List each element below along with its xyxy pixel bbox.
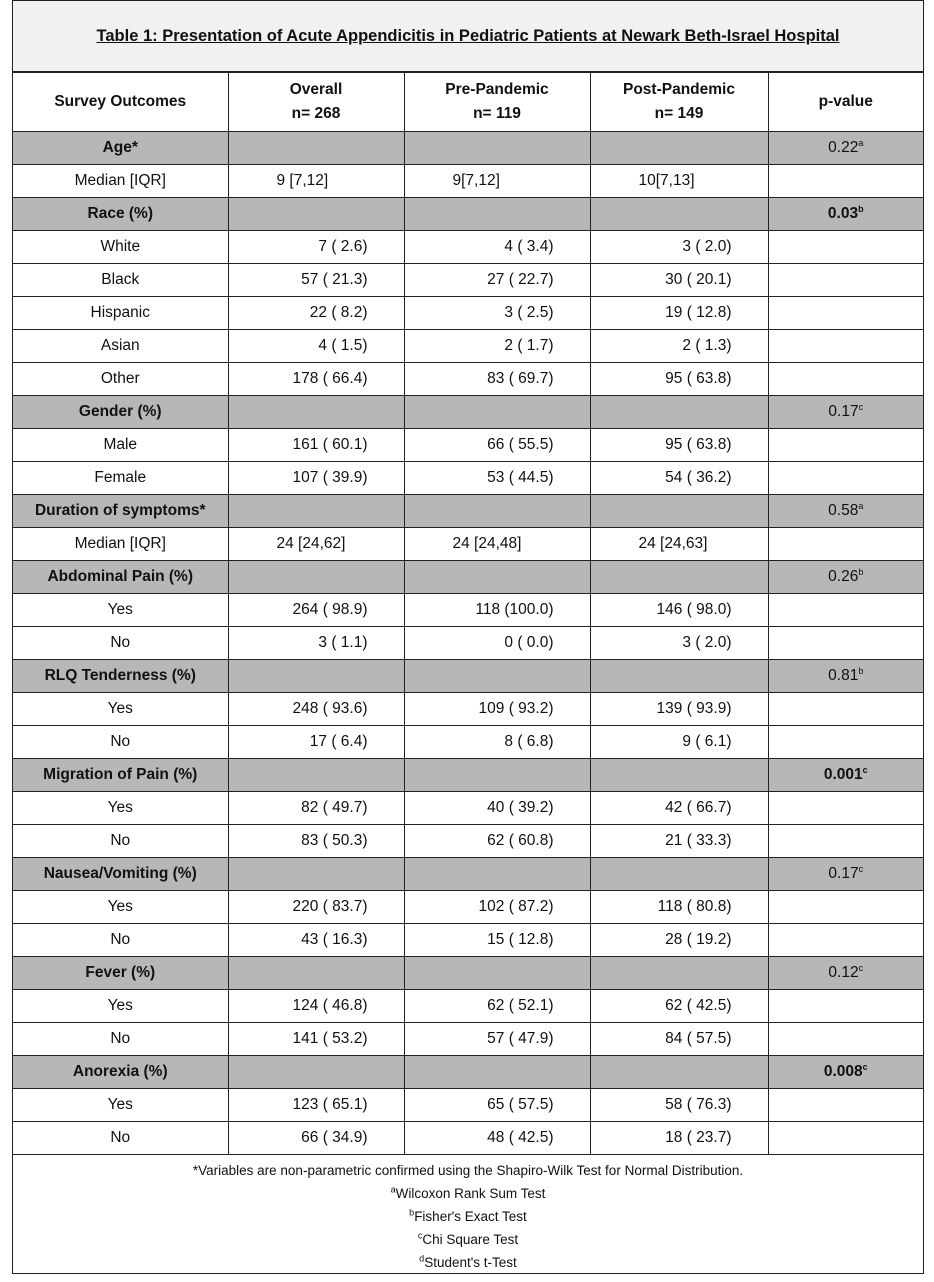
section-row (13, 957, 923, 990)
empty-cell (768, 1122, 923, 1155)
cell-pre: 57 ( 47.9) (404, 1023, 590, 1056)
footnote-mark: c (417, 1230, 423, 1241)
cell-post: 2 ( 1.3) (590, 330, 768, 363)
header-post (590, 73, 768, 132)
empty-cell (228, 198, 404, 231)
header-pre-n: n= 119 (473, 105, 521, 122)
footnote-text: Wilcoxon Rank Sum Test (395, 1186, 546, 1201)
cell-post: 62 ( 42.5) (590, 990, 768, 1023)
empty-cell (590, 132, 768, 165)
row-label: Other (13, 363, 228, 396)
empty-cell (590, 957, 768, 990)
table-row (13, 825, 923, 858)
row-label: No (13, 924, 228, 957)
section-label-text: Abdominal Pain (%) (47, 568, 194, 585)
empty-cell (228, 1056, 404, 1089)
row-label: Male (13, 429, 228, 462)
cell-overall: 123 ( 65.1) (228, 1089, 404, 1122)
footnote-mark: d (419, 1253, 425, 1264)
empty-cell (404, 132, 590, 165)
section-label-text: Duration of symptoms* (34, 502, 206, 519)
cell-post: 3 ( 2.0) (590, 231, 768, 264)
empty-cell (768, 990, 923, 1023)
section-label-text: Nausea/Vomiting (%) (43, 865, 197, 882)
cell-pre: 62 ( 60.8) (404, 825, 590, 858)
p-value-text: 0.03 (827, 205, 859, 222)
p-value (768, 759, 923, 792)
row-label: Yes (13, 1089, 228, 1122)
section-label (13, 759, 228, 792)
table-row (13, 165, 923, 198)
cell-pre: 62 ( 52.1) (404, 990, 590, 1023)
cell-overall: 264 ( 98.9) (228, 594, 404, 627)
table-row (13, 594, 923, 627)
empty-cell (590, 759, 768, 792)
cell-overall: 3 ( 1.1) (228, 627, 404, 660)
empty-cell (404, 858, 590, 891)
table-title: Table 1: Presentation of Acute Appendicitis in Pediatric Patients at Newark Beth-Israel Hospital (96, 26, 840, 45)
p-value-footnote-mark: a (858, 137, 864, 148)
row-label: Yes (13, 792, 228, 825)
cell-overall: 220 ( 83.7) (228, 891, 404, 924)
cell-post: 95 ( 63.8) (590, 363, 768, 396)
empty-cell (228, 858, 404, 891)
table-row (13, 231, 923, 264)
footnote (13, 1205, 923, 1228)
row-label: Yes (13, 990, 228, 1023)
cell-overall: 57 ( 21.3) (228, 264, 404, 297)
table-row (13, 891, 923, 924)
table-row (13, 627, 923, 660)
cell-pre: 118 (100.0) (404, 594, 590, 627)
empty-cell (768, 528, 923, 561)
section-row (13, 759, 923, 792)
cell-post: 10[7,13] (590, 165, 768, 198)
empty-cell (768, 924, 923, 957)
empty-cell (590, 660, 768, 693)
row-label: Yes (13, 693, 228, 726)
table-row (13, 924, 923, 957)
cell-post: 84 ( 57.5) (590, 1023, 768, 1056)
cell-overall: 178 ( 66.4) (228, 363, 404, 396)
p-value-footnote-mark: b (858, 665, 864, 676)
cell-pre: 40 ( 39.2) (404, 792, 590, 825)
cell-post: 19 ( 12.8) (590, 297, 768, 330)
section-row (13, 198, 923, 231)
p-value (768, 132, 923, 165)
cell-pre: 83 ( 69.7) (404, 363, 590, 396)
row-label: No (13, 1122, 228, 1155)
table-row (13, 297, 923, 330)
section-row (13, 660, 923, 693)
cell-pre: 66 ( 55.5) (404, 429, 590, 462)
row-label: No (13, 1023, 228, 1056)
cell-overall: 124 ( 46.8) (228, 990, 404, 1023)
p-value-text: 0.58 (828, 502, 859, 519)
table-row (13, 528, 923, 561)
cell-post: 24 [24,63] (590, 528, 768, 561)
cell-post: 3 ( 2.0) (590, 627, 768, 660)
empty-cell (768, 891, 923, 924)
title-box (13, 1, 923, 72)
cell-pre: 2 ( 1.7) (404, 330, 590, 363)
p-value (768, 858, 923, 891)
table-row (13, 693, 923, 726)
table-row (13, 1023, 923, 1056)
header-outcomes: Survey Outcomes (13, 73, 228, 132)
empty-cell (228, 759, 404, 792)
footnote-text: Chi Square Test (422, 1232, 519, 1247)
results-table (13, 72, 923, 1155)
cell-post: 30 ( 20.1) (590, 264, 768, 297)
table-row (13, 462, 923, 495)
cell-post: 54 ( 36.2) (590, 462, 768, 495)
section-label (13, 132, 228, 165)
footnotes (13, 1155, 923, 1274)
cell-overall: 22 ( 8.2) (228, 297, 404, 330)
p-value-footnote-mark: c (858, 863, 864, 874)
empty-cell (404, 1056, 590, 1089)
p-value-text: 0.12 (828, 964, 859, 981)
empty-cell (768, 363, 923, 396)
cell-post: 42 ( 66.7) (590, 792, 768, 825)
footnote (13, 1228, 923, 1251)
p-value (768, 957, 923, 990)
cell-post: 139 ( 93.9) (590, 693, 768, 726)
section-label (13, 1056, 228, 1089)
section-row (13, 396, 923, 429)
cell-overall: 24 [24,62] (228, 528, 404, 561)
cell-post: 21 ( 33.3) (590, 825, 768, 858)
table-row (13, 792, 923, 825)
cell-overall: 43 ( 16.3) (228, 924, 404, 957)
section-label (13, 858, 228, 891)
cell-overall: 141 ( 53.2) (228, 1023, 404, 1056)
cell-post: 146 ( 98.0) (590, 594, 768, 627)
p-value-text: 0.001 (823, 766, 863, 783)
row-label: White (13, 231, 228, 264)
cell-post: 28 ( 19.2) (590, 924, 768, 957)
table-row (13, 429, 923, 462)
empty-cell (768, 429, 923, 462)
table-row (13, 1089, 923, 1122)
empty-cell (404, 495, 590, 528)
empty-cell (228, 495, 404, 528)
cell-post: 9 ( 6.1) (590, 726, 768, 759)
cell-overall: 248 ( 93.6) (228, 693, 404, 726)
header-post-label: Post-Pandemic (623, 81, 735, 98)
cell-pre: 24 [24,48] (404, 528, 590, 561)
cell-pre: 8 ( 6.8) (404, 726, 590, 759)
cell-post: 58 ( 76.3) (590, 1089, 768, 1122)
cell-pre: 53 ( 44.5) (404, 462, 590, 495)
p-value-text: 0.17 (828, 403, 859, 420)
header-overall-n: n= 268 (291, 105, 341, 122)
row-label: Median [IQR] (13, 528, 228, 561)
empty-cell (228, 660, 404, 693)
section-label (13, 198, 228, 231)
cell-overall: 17 ( 6.4) (228, 726, 404, 759)
cell-overall: 66 ( 34.9) (228, 1122, 404, 1155)
cell-pre: 109 ( 93.2) (404, 693, 590, 726)
header-post-n: n= 149 (654, 105, 704, 122)
section-label-text: Migration of Pain (%) (43, 766, 198, 783)
cell-overall: 82 ( 49.7) (228, 792, 404, 825)
p-value-text: 0.26 (828, 568, 859, 585)
cell-overall: 7 ( 2.6) (228, 231, 404, 264)
p-value (768, 495, 923, 528)
cell-pre: 102 ( 87.2) (404, 891, 590, 924)
section-label (13, 957, 228, 990)
cell-pre: 0 ( 0.0) (404, 627, 590, 660)
cell-overall: 9 [7,12] (228, 165, 404, 198)
empty-cell (768, 726, 923, 759)
empty-cell (768, 693, 923, 726)
empty-cell (404, 957, 590, 990)
section-row (13, 858, 923, 891)
table-row (13, 1122, 923, 1155)
section-label (13, 660, 228, 693)
table-row (13, 363, 923, 396)
header-pre-label: Pre-Pandemic (445, 81, 549, 98)
section-row (13, 561, 923, 594)
cell-overall: 161 ( 60.1) (228, 429, 404, 462)
empty-cell (228, 957, 404, 990)
table-row (13, 726, 923, 759)
cell-pre: 65 ( 57.5) (404, 1089, 590, 1122)
table-body (13, 132, 923, 1155)
table-row (13, 330, 923, 363)
cell-overall: 83 ( 50.3) (228, 825, 404, 858)
header-pre (404, 73, 590, 132)
footnote (13, 1182, 923, 1205)
cell-overall: 4 ( 1.5) (228, 330, 404, 363)
empty-cell (768, 264, 923, 297)
empty-cell (404, 759, 590, 792)
p-value-footnote-mark: b (858, 203, 864, 214)
empty-cell (768, 165, 923, 198)
row-label: Black (13, 264, 228, 297)
cell-overall: 107 ( 39.9) (228, 462, 404, 495)
cell-post: 18 ( 23.7) (590, 1122, 768, 1155)
section-label-text: Anorexia (%) (72, 1063, 168, 1080)
p-value-footnote-mark: c (858, 962, 864, 973)
p-value (768, 561, 923, 594)
empty-cell (768, 297, 923, 330)
empty-cell (404, 660, 590, 693)
p-value-footnote-mark: c (862, 1061, 868, 1072)
empty-cell (590, 198, 768, 231)
section-label-text: RLQ Tenderness (%) (44, 667, 196, 684)
cell-pre: 3 ( 2.5) (404, 297, 590, 330)
empty-cell (404, 396, 590, 429)
cell-post: 95 ( 63.8) (590, 429, 768, 462)
header-row (13, 73, 923, 132)
empty-cell (590, 396, 768, 429)
section-label (13, 396, 228, 429)
row-label: No (13, 726, 228, 759)
row-label: No (13, 627, 228, 660)
section-row (13, 1056, 923, 1089)
empty-cell (228, 396, 404, 429)
empty-cell (590, 495, 768, 528)
footnote-mark: a (390, 1184, 396, 1195)
cell-pre: 4 ( 3.4) (404, 231, 590, 264)
footnote-mark: b (409, 1207, 415, 1218)
empty-cell (768, 1023, 923, 1056)
p-value-footnote-mark: c (862, 764, 868, 775)
empty-cell (590, 561, 768, 594)
empty-cell (768, 825, 923, 858)
empty-cell (768, 1089, 923, 1122)
footnote (13, 1159, 923, 1182)
p-value (768, 396, 923, 429)
footnote-text: *Variables are non-parametric confirmed using the Shapiro-Wilk Test for Normal Distribution. (192, 1163, 744, 1178)
footnote-text: Fisher's Exact Test (414, 1209, 527, 1224)
empty-cell (768, 330, 923, 363)
section-label (13, 561, 228, 594)
section-label-text: Age* (102, 139, 138, 156)
empty-cell (404, 198, 590, 231)
row-label: No (13, 825, 228, 858)
header-pvalue: p-value (768, 73, 923, 132)
cell-pre: 27 ( 22.7) (404, 264, 590, 297)
row-label: Yes (13, 891, 228, 924)
p-value-text: 0.22 (828, 139, 859, 156)
section-label-text: Gender (%) (78, 403, 162, 420)
p-value-footnote-mark: a (858, 500, 864, 511)
p-value-text: 0.008 (823, 1063, 863, 1080)
row-label: Hispanic (13, 297, 228, 330)
empty-cell (228, 132, 404, 165)
empty-cell (404, 561, 590, 594)
row-label: Median [IQR] (13, 165, 228, 198)
table-row (13, 264, 923, 297)
p-value (768, 1056, 923, 1089)
p-value (768, 660, 923, 693)
section-row (13, 495, 923, 528)
empty-cell (768, 462, 923, 495)
p-value (768, 198, 923, 231)
section-row (13, 132, 923, 165)
empty-cell (768, 792, 923, 825)
empty-cell (590, 1056, 768, 1089)
empty-cell (768, 627, 923, 660)
cell-pre: 9[7,12] (404, 165, 590, 198)
cell-pre: 48 ( 42.5) (404, 1122, 590, 1155)
header-overall-label: Overall (289, 81, 343, 98)
table-row (13, 990, 923, 1023)
p-value-footnote-mark: b (858, 566, 864, 577)
section-label-text: Fever (%) (85, 964, 156, 981)
cell-post: 118 ( 80.8) (590, 891, 768, 924)
row-label: Yes (13, 594, 228, 627)
table-frame (12, 0, 924, 1274)
cell-pre: 15 ( 12.8) (404, 924, 590, 957)
row-label: Asian (13, 330, 228, 363)
section-label-text: Race (%) (87, 205, 153, 222)
footnote-text: Student's t-Test (424, 1255, 517, 1270)
p-value-text: 0.81 (828, 667, 859, 684)
section-label (13, 495, 228, 528)
p-value-footnote-mark: c (858, 401, 864, 412)
empty-cell (768, 231, 923, 264)
header-overall (228, 73, 404, 132)
footnote (13, 1251, 923, 1274)
p-value-text: 0.17 (828, 865, 859, 882)
empty-cell (768, 594, 923, 627)
empty-cell (228, 561, 404, 594)
row-label: Female (13, 462, 228, 495)
empty-cell (590, 858, 768, 891)
